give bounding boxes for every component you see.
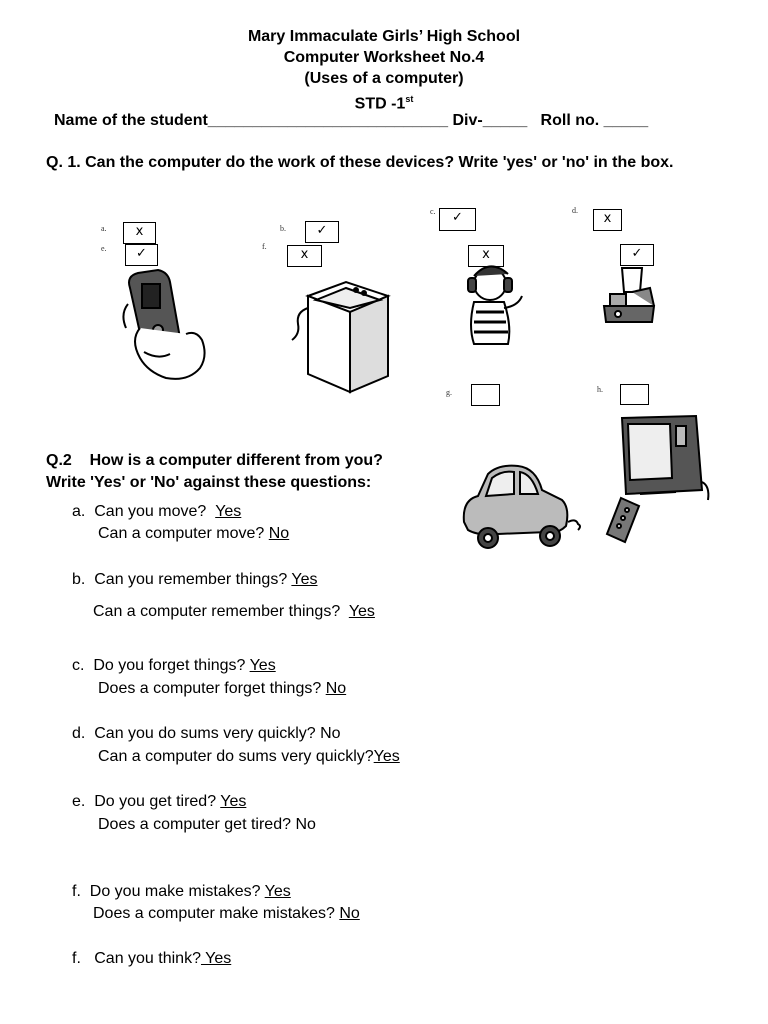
q2-item-b-letter: b. <box>72 571 86 588</box>
handheld-device-illustration <box>118 268 218 386</box>
car-illustration <box>458 460 586 556</box>
std-label: STD -1 <box>354 95 406 113</box>
answer-box-c-second[interactable]: x <box>468 245 504 267</box>
q2-item-a-text: Can you move? <box>94 503 211 520</box>
worksheet-topic: (Uses of a computer) <box>304 70 464 87</box>
answer-box-a[interactable]: x <box>123 222 156 244</box>
q2-item-c-letter: c. <box>72 657 85 674</box>
answer-box-b[interactable]: ✓ <box>305 221 339 243</box>
q2-item-b-computer-answer: Yes <box>348 603 375 620</box>
washing-machine-illustration <box>286 278 396 398</box>
television-illustration <box>616 412 712 504</box>
q2-item-c-computer <box>98 680 346 698</box>
q2-item-a-question <box>72 503 241 521</box>
q2-item-e-question <box>72 793 246 811</box>
q2-item-c-answer: Yes <box>249 657 276 674</box>
q2-item-a-computer <box>98 525 289 543</box>
q2-subtitle: Write 'Yes' or 'No' against these questions: <box>46 474 372 491</box>
q2-item-think-letter: f. <box>72 950 81 967</box>
label-e: e. <box>101 244 107 253</box>
answer-box-g[interactable] <box>471 384 500 406</box>
q2-item-e-letter: e. <box>72 793 86 810</box>
q2-item-b-computer-text: Can a computer remember things? <box>93 603 349 620</box>
worksheet-title: Computer Worksheet No.4 <box>283 49 485 66</box>
answer-box-h[interactable] <box>620 384 649 405</box>
q2-item-think-question <box>72 950 231 968</box>
q2-item-a-computer-text: Can a computer move? <box>98 525 269 542</box>
label-g: g. <box>446 388 452 397</box>
q1-instruction: Q. 1. Can the computer do the work of these devices? Write 'yes' or 'no' in the box. <box>46 154 674 171</box>
label-f: f. <box>262 242 267 251</box>
q2-item-c-text: Do you forget things? <box>93 657 250 674</box>
answer-box-d-second[interactable]: ✓ <box>620 244 654 266</box>
q2-item-e-computer: Does a computer get tired? No <box>98 816 316 833</box>
remote-control-illustration <box>603 496 643 544</box>
mixer-grinder-illustration <box>596 266 664 326</box>
q2-item-f-question <box>72 883 291 901</box>
q2-item-d-computer <box>98 748 400 766</box>
label-d: d. <box>572 206 578 215</box>
q2-item-d-question <box>72 725 341 743</box>
school-name: Mary Immaculate Girls’ High School <box>247 28 521 45</box>
q2-item-b-answer: Yes <box>291 571 318 588</box>
q2-item-b-text: Can you remember things? <box>94 571 292 588</box>
label-b: b. <box>280 224 286 233</box>
q2-item-f-computer-answer: No <box>339 905 360 922</box>
std-suffix: st <box>405 94 414 104</box>
answer-box-f[interactable]: x <box>287 245 322 267</box>
q2-item-b-question <box>72 571 317 589</box>
q2-item-f-computer <box>93 905 360 923</box>
q2-item-d-text: Can you do sums very quickly? No <box>94 725 341 742</box>
answer-box-e[interactable]: ✓ <box>125 244 158 266</box>
q2-item-c-computer-text: Does a computer forget things? <box>98 680 326 697</box>
answer-box-d[interactable]: x <box>593 209 622 231</box>
label-c: c. <box>430 207 436 216</box>
q2-item-d-computer-text: Can a computer do sums very quickly? <box>98 748 374 765</box>
student-details-line: Name of the student___________________________ Div-_____ Roll no. _____ <box>54 112 649 129</box>
q2-item-d-computer-answer: Yes <box>373 748 400 765</box>
q2-item-a-letter: a. <box>72 503 86 520</box>
q2-item-c-computer-answer: No <box>325 680 347 697</box>
q2-item-d-letter: d. <box>72 725 86 742</box>
answer-box-c[interactable]: ✓ <box>439 208 476 231</box>
q2-item-a-answer: Yes <box>215 503 242 520</box>
q2-item-f-answer: Yes <box>264 883 291 900</box>
q2-item-e-text: Do you get tired? <box>94 793 221 810</box>
label-a: a. <box>101 224 107 233</box>
q2-item-f-computer-text: Does a computer make mistakes? <box>93 905 340 922</box>
q2-item-c-question <box>72 657 276 675</box>
q2-item-think-answer: Yes <box>200 950 232 967</box>
q2-title: Q.2 How is a computer different from you? <box>46 452 383 469</box>
q2-item-a-computer-answer: No <box>268 525 290 542</box>
q2-item-f-text: Do you make mistakes? <box>89 883 265 900</box>
label-h: h. <box>597 385 603 394</box>
q2-item-e-answer: Yes <box>220 793 247 810</box>
q2-item-think-text: Can you think? <box>94 950 201 967</box>
q2-item-b-computer <box>93 603 375 621</box>
q2-item-f-letter: f. <box>72 883 81 900</box>
boy-with-headphones-illustration <box>452 256 532 348</box>
